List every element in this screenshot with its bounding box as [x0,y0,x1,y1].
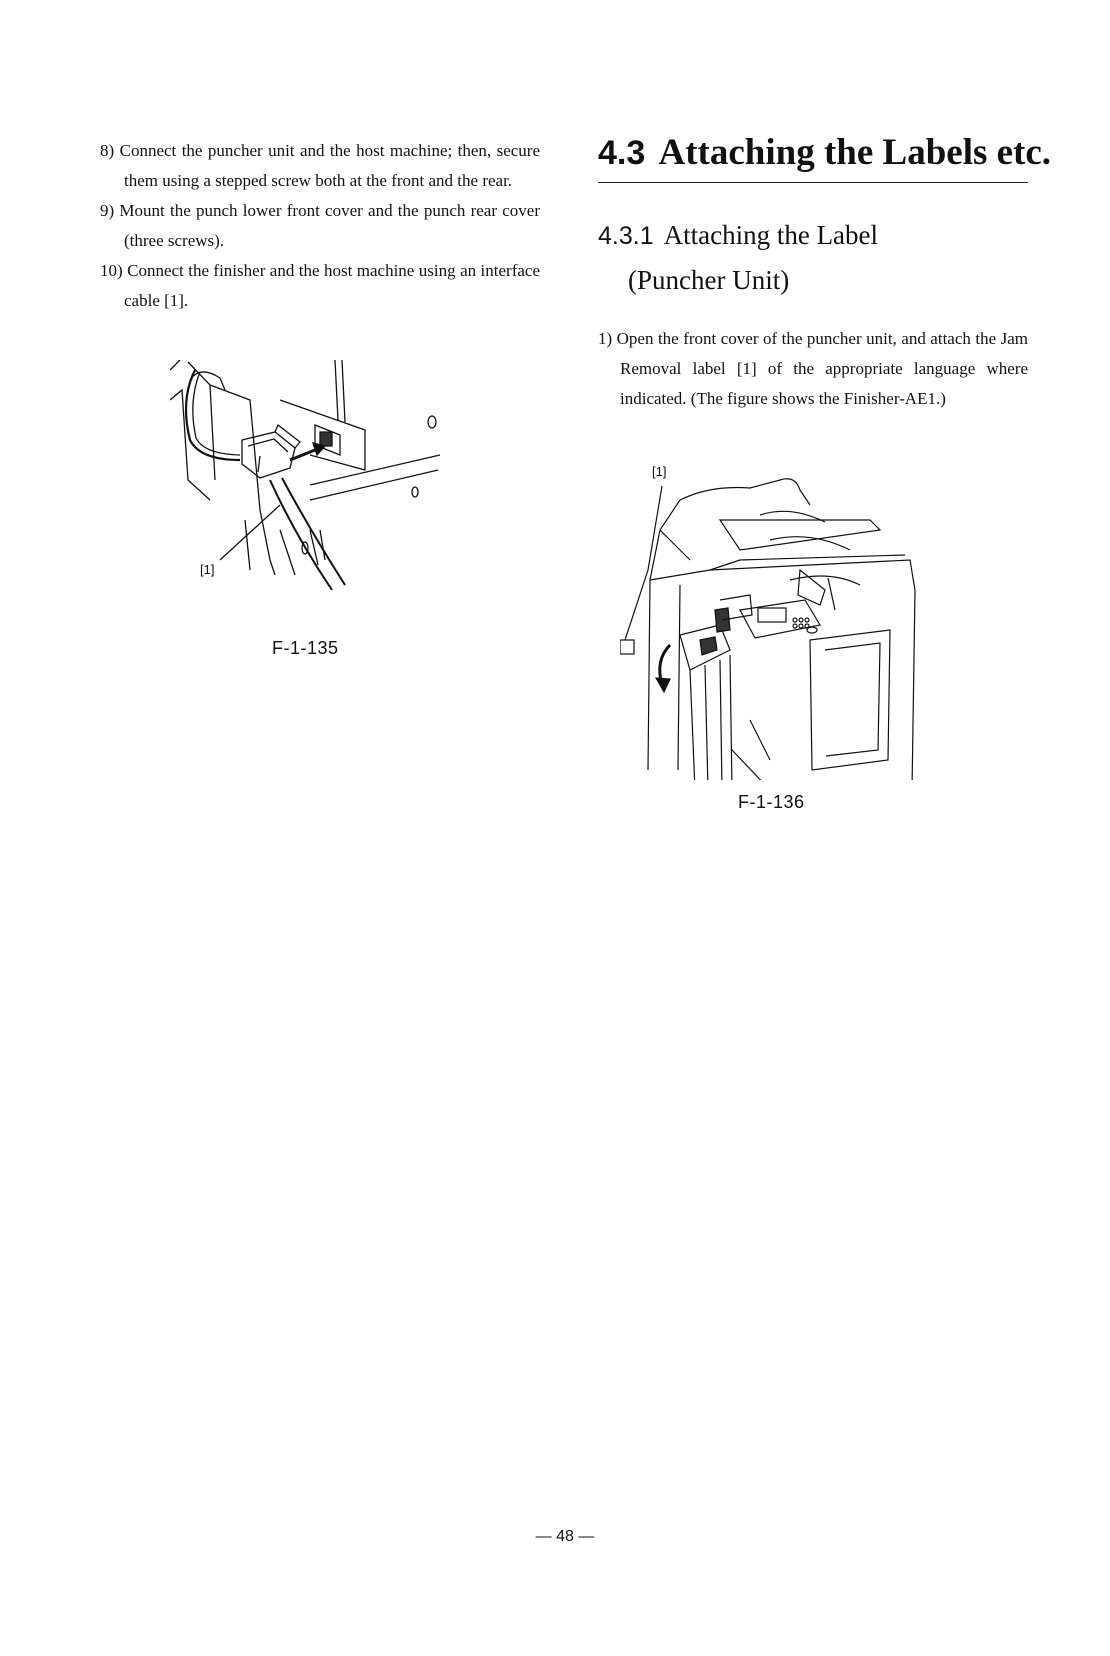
step-number: 10) [100,261,123,280]
figure-callout-1: [1] [200,562,215,577]
step-number: 8) [100,141,115,160]
subsection-heading [598,213,1028,302]
step-text: Connect the puncher unit and the host machine; then, secure them using a stepped screw both at the front and the rear. [119,141,541,190]
step-10 [100,256,540,316]
step-1 [598,324,1028,414]
figure-caption-f-1-135: F-1-135 [272,638,339,658]
step-number: 9) [100,201,115,220]
figure-callout-1: [1] [652,464,667,479]
section-title: Attaching the Labels etc. [658,132,1052,173]
section-number: 4.3 [598,134,646,172]
right-column [598,130,1052,431]
section-heading [598,130,1052,183]
step-text: Connect the finisher and the host machine using an interface cable [1]. [124,261,541,310]
step-text: Mount the punch lower front cover and the punch rear cover (three screws). [119,201,541,250]
page-number: — 48 — [535,1528,595,1545]
figure-f-1-135 [170,360,470,620]
interface-cable-illustration [170,360,470,620]
finisher-label-illustration [620,460,980,780]
figure-caption-f-1-136: F-1-136 [738,792,805,812]
subsection-title-line1: Attaching the Label [663,220,879,250]
subsection-number: 4.3.1 [598,222,654,250]
step-9 [100,196,540,256]
step-text: Open the front cover of the puncher unit, and attach the Jam Removal label [1] of the appropriate language where indicated. (The figure shows the Finisher-AE1.) [616,329,1029,408]
step-8 [100,136,540,196]
left-column [100,136,540,316]
subsection-title-line2: (Puncher Unit) [628,265,790,295]
figure-f-1-136 [620,460,980,780]
step-number: 1) [598,329,613,348]
